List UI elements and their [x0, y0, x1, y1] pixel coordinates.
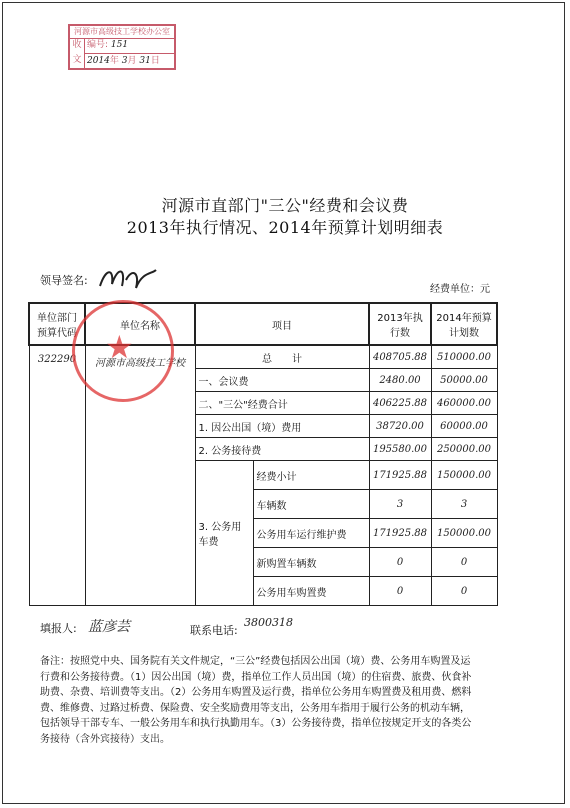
receipt-stamp	[68, 24, 176, 70]
row-meeting-2013: 2480.00	[369, 369, 431, 392]
header-unit-code: 单位部门预算代码	[29, 303, 85, 345]
row-sangong-label: 二、"三公"经费合计	[195, 392, 369, 415]
unit-name-value: 河源市高级技工学校	[85, 345, 195, 606]
document-title: 河源市直部门"三公"经费和会议费	[161, 196, 409, 215]
row-purchase-2014: 0	[431, 577, 497, 606]
row-vehicle-label: 3. 公务用车费	[195, 461, 253, 606]
seal-star-icon: ★	[105, 328, 134, 366]
row-vehicle-count-label: 车辆数	[253, 490, 369, 519]
stamp-side	[70, 38, 85, 68]
row-new-count-2013: 0	[369, 548, 431, 577]
row-vehicle-count-2013: 3	[369, 490, 431, 519]
row-meeting-label: 一、会议费	[195, 369, 369, 392]
stamp-side-1: 收	[72, 40, 82, 50]
row-total-label: 总 计	[195, 345, 369, 369]
row-vehicle-subtotal-2013: 171925.88	[369, 461, 431, 490]
stamp-side-2: 文	[72, 55, 82, 65]
footnote: 备注：按照党中央、国务院有关文件规定，“三公”经费包括因公出国（境）费、公务用车购置及运行费和公务接待费。（1）因公出国（境）费，指单位工作人员出国（境）的住宿费、旅费、伙食补助费、杂费、培训费等支出。（2）公务用车购置及运行费，指单位公务用车购置费及租用费、燃料费、维修费、过路过桥费、保险费、安全奖励费用等支出，公务用车指用于履行公务的机动车辆，包括领导干部专车、一般公务用车和执行执勤用车。（3）公务接待费，指单位按规定开支的各类公务接待（含外宾接待）支出。	[40, 656, 472, 745]
stamp-month-unit: 月	[127, 56, 137, 66]
header-2013: 2013年执行数	[369, 303, 431, 345]
stamp-number-row	[85, 38, 174, 54]
row-vehicle-subtotal-label: 经费小计	[253, 461, 369, 490]
row-new-count-2014: 0	[431, 548, 497, 577]
filler-label: 填报人:	[40, 622, 77, 635]
phone-label: 联系电话:	[190, 624, 238, 637]
header-2014: 2014年预算计划数	[431, 303, 497, 345]
header-item: 项目	[195, 303, 369, 345]
row-sangong-2013: 406225.88	[369, 392, 431, 415]
stamp-year: 2014	[87, 56, 110, 66]
row-vehicle-maint-2013: 171925.88	[369, 519, 431, 548]
row-abroad-2014: 60000.00	[431, 415, 497, 438]
header-unit-name: 单位名称	[85, 303, 195, 345]
row-total-2013: 408705.88	[369, 345, 431, 369]
row-sangong-2014: 460000.00	[431, 392, 497, 415]
row-new-count-label: 新购置车辆数	[253, 548, 369, 577]
leader-signature-label: 领导签名:	[40, 274, 88, 287]
phone-value: 3800318	[244, 616, 293, 629]
filler-name: 蓝彦芸	[88, 619, 130, 635]
row-vehicle-subtotal-2014: 150000.00	[431, 461, 497, 490]
row-total-2014: 510000.00	[431, 345, 497, 369]
row-abroad-2013: 38720.00	[369, 415, 431, 438]
row-vehicle-count-2014: 3	[431, 490, 497, 519]
stamp-day-unit: 日	[150, 56, 160, 66]
document-subtitle: 2013年执行情况、2014年预算计划明细表	[126, 218, 444, 237]
unit-code-value: 322290	[29, 345, 85, 606]
stamp-day: 31	[139, 56, 151, 66]
unit-label: 经费单位：元	[430, 284, 490, 295]
row-purchase-label: 公务用车购置费	[253, 577, 369, 606]
row-vehicle-maint-2014: 150000.00	[431, 519, 497, 548]
row-reception-label: 2. 公务接待费	[195, 438, 369, 461]
row-purchase-2013: 0	[369, 577, 431, 606]
official-seal	[72, 300, 174, 402]
stamp-number-value: 151	[110, 40, 129, 50]
row-reception-2014: 250000.00	[431, 438, 497, 461]
stamp-date-row	[85, 54, 174, 68]
row-reception-2013: 195580.00	[369, 438, 431, 461]
row-vehicle-maint-label: 公务用车运行维护费	[253, 519, 369, 548]
stamp-month: 3	[121, 56, 128, 66]
stamp-number-label: 编号:	[87, 40, 109, 50]
leader-signature	[96, 262, 166, 296]
stamp-year-unit: 年	[109, 56, 119, 66]
row-meeting-2014: 50000.00	[431, 369, 497, 392]
stamp-header: 河源市高级技工学校办公室	[70, 26, 174, 39]
row-abroad-label: 1. 因公出国（境）费用	[195, 415, 369, 438]
